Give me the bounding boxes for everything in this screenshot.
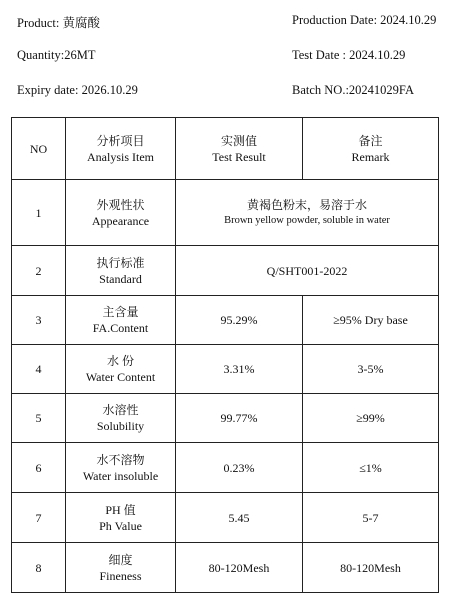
table-row — [12, 296, 439, 345]
item-en: Ph Value — [99, 518, 142, 533]
table-row — [12, 543, 439, 593]
item-en: Solubility — [96, 419, 145, 433]
item-zh: 主含量 — [102, 305, 139, 319]
item-en: Fineness — [99, 568, 142, 583]
table-row — [12, 246, 439, 296]
row-item — [66, 345, 176, 394]
row-remark: 80-120Mesh — [303, 543, 439, 593]
row-remark: ≥95% Dry base — [303, 296, 439, 345]
result-zh: 黄褐色粉末，易溶于水 — [246, 197, 367, 212]
row-result: 5.45 — [176, 493, 303, 543]
table-row — [12, 493, 439, 543]
row-item — [66, 296, 176, 345]
row-no: 2 — [12, 246, 66, 296]
item-zh: 水溶性 — [102, 403, 139, 417]
row-item — [66, 180, 176, 246]
header-remark-zh: 备注 — [358, 133, 383, 148]
header-no: NO — [12, 118, 66, 180]
row-remark: 5-7 — [303, 493, 439, 543]
row-remark: ≤1% — [303, 443, 439, 493]
item-en: Standard — [99, 271, 142, 286]
item-zh: 水 份 — [106, 354, 134, 368]
quantity-label: Quantity:26MT — [17, 48, 96, 62]
row-result — [176, 180, 439, 246]
product-label: Product: 黄腐酸 — [17, 16, 100, 30]
row-no: 5 — [12, 394, 66, 443]
item-zh: 水不溶物 — [96, 452, 145, 467]
production-date: Production Date: 2024.10.29 — [292, 13, 437, 27]
row-no: 4 — [12, 345, 66, 394]
item-zh: 外观性状 — [96, 197, 145, 212]
test-date: Test Date : 2024.10.29 — [292, 48, 406, 62]
header-analysis-item — [66, 118, 176, 180]
row-no: 1 — [12, 180, 66, 246]
row-item — [66, 246, 176, 296]
item-zh: PH 值 — [105, 502, 136, 517]
row-no: 8 — [12, 543, 66, 593]
row-item — [66, 394, 176, 443]
item-zh: 细度 — [108, 552, 133, 567]
table-row — [12, 345, 439, 394]
row-no: 6 — [12, 443, 66, 493]
header-test-result — [176, 118, 303, 180]
row-result: 80-120Mesh — [176, 543, 303, 593]
header-remark — [303, 118, 439, 180]
header-item-en: Analysis Item — [87, 149, 154, 164]
table-row — [12, 180, 439, 246]
row-item — [66, 493, 176, 543]
analysis-table — [11, 117, 439, 593]
header-result-zh: 实测值 — [220, 133, 257, 148]
result-en: Brown yellow powder, soluble in water — [224, 214, 390, 226]
expiry-date: Expiry date: 2026.10.29 — [17, 83, 138, 97]
row-item — [66, 543, 176, 593]
table-row — [12, 394, 439, 443]
header-result-en: Test Result — [212, 149, 266, 164]
item-en: Appearance — [91, 213, 150, 228]
row-item — [66, 443, 176, 493]
item-zh: 执行标准 — [96, 255, 145, 270]
header-remark-en: Remark — [351, 149, 390, 164]
table-row — [12, 443, 439, 493]
item-en: Water Content — [85, 370, 156, 384]
item-en: FA.Content — [92, 321, 149, 335]
row-no: 7 — [12, 493, 66, 543]
batch-number: Batch NO.:20241029FA — [292, 83, 414, 97]
row-no: 3 — [12, 296, 66, 345]
row-result: Q/SHT001-2022 — [176, 246, 439, 296]
row-result: 3.31% — [176, 345, 303, 394]
row-remark: ≥99% — [303, 394, 439, 443]
table-header-row — [12, 118, 439, 180]
item-en: Water insoluble — [82, 468, 159, 483]
row-result: 99.77% — [176, 394, 303, 443]
row-remark: 3-5% — [303, 345, 439, 394]
header-item-zh: 分析项目 — [96, 133, 145, 148]
row-result: 0.23% — [176, 443, 303, 493]
row-result: 95.29% — [176, 296, 303, 345]
